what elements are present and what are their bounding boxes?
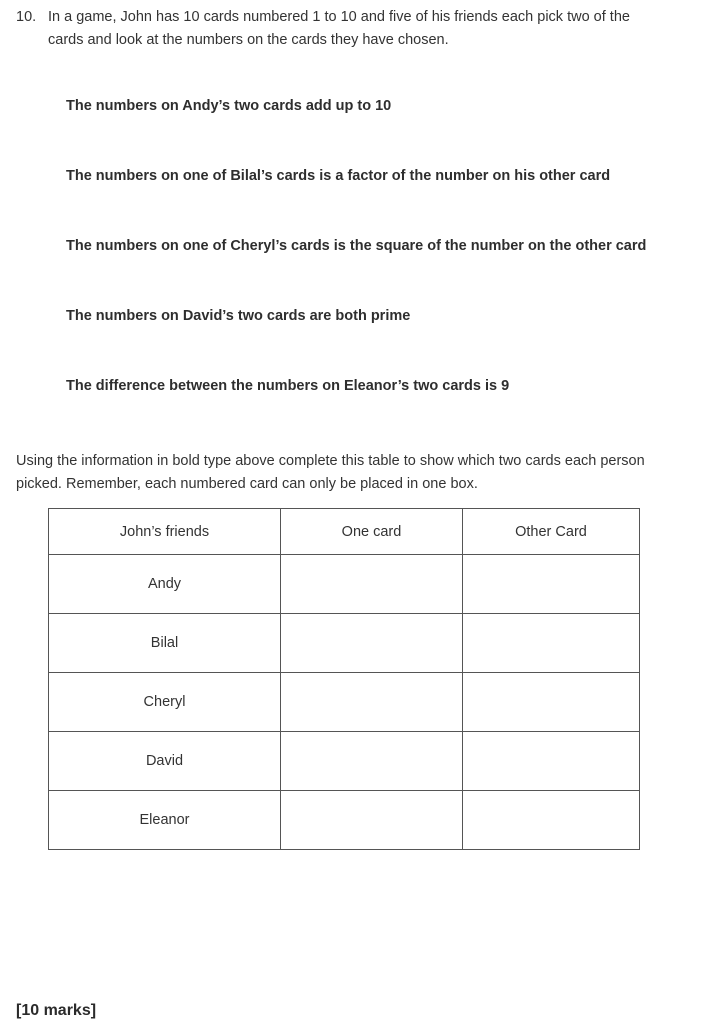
instruction-line-2: picked. Remember, each numbered card can only be placed in one box. [16,476,478,492]
one-card-cell[interactable] [281,614,463,673]
clue-david: The numbers on David’s two cards are both prime [66,308,411,324]
marks-label: [10 marks] [16,1002,97,1019]
header-other-card: Other Card [463,509,640,555]
friend-name: Bilal [49,614,281,673]
one-card-cell[interactable] [281,732,463,791]
table-row [49,555,640,614]
answer-table [48,508,640,850]
header-friends: John’s friends [49,509,281,555]
friend-name: Eleanor [49,791,281,850]
friend-name: David [49,732,281,791]
other-card-cell[interactable] [463,673,640,732]
table-row [49,673,640,732]
table-row [49,614,640,673]
question-line-2: cards and look at the numbers on the cards they have chosen. [48,32,449,48]
question-line-1: 10. In a game, John has 10 cards numbered 1 to 10 and five of his friends each pick two of the [16,6,706,29]
instruction-text [16,450,706,496]
one-card-cell[interactable] [281,555,463,614]
other-card-cell[interactable] [463,555,640,614]
clue-andy: The numbers on Andy’s two cards add up to 10 [66,98,392,114]
clue-cheryl: The numbers on one of Cheryl’s cards is the square of the number on the other card [66,238,647,254]
other-card-cell[interactable] [463,732,640,791]
friend-name: Cheryl [49,673,281,732]
clue-eleanor: The difference between the numbers on Eleanor’s two cards is 9 [66,378,510,394]
table-row [49,791,640,850]
question-number: 10. [16,9,37,25]
header-one-card: One card [281,509,463,555]
instruction-line-1: Using the information in bold type above complete this table to show which two cards each person [16,453,645,469]
table-header-row [49,509,640,555]
table-row [49,732,640,791]
other-card-cell[interactable] [463,614,640,673]
clue-bilal: The numbers on one of Bilal’s cards is a factor of the number on his other card [66,168,611,184]
friend-name: Andy [49,555,281,614]
one-card-cell[interactable] [281,673,463,732]
question-text [16,6,706,52]
one-card-cell[interactable] [281,791,463,850]
other-card-cell[interactable] [463,791,640,850]
